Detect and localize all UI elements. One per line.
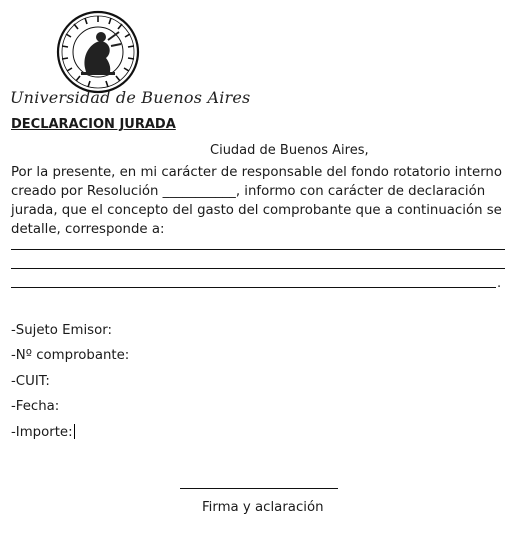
- paragraph-line-3: jurada, que el concepto del gasto del comprobante que a continuación se: [11, 203, 502, 218]
- paragraph-line-1: Por la presente, en mi carácter de responsable del fondo rotatorio interno: [11, 165, 502, 180]
- field-numero-comprobante: -Nº comprobante:: [11, 348, 130, 363]
- field-sujeto-emisor: -Sujeto Emisor:: [11, 323, 112, 338]
- document-title: DECLARACION JURADA: [11, 117, 176, 132]
- field-importe[interactable]: [11, 424, 75, 440]
- city-line: Ciudad de Buenos Aires,: [210, 143, 369, 158]
- university-seal-logo: [53, 10, 143, 94]
- blank-line-3: [11, 287, 496, 288]
- blank-line-1: [11, 249, 505, 250]
- paragraph-line-2: creado por Resolución ___________, informo con carácter de declaración: [11, 184, 486, 199]
- blank-line-2: [11, 268, 505, 269]
- paragraph-line-4: detalle, corresponde a:: [11, 222, 165, 237]
- signature-label: Firma y aclaración: [202, 500, 324, 515]
- blank-line-period: .: [497, 276, 502, 291]
- field-fecha: -Fecha:: [11, 399, 60, 414]
- field-importe-label: -Importe:: [11, 425, 73, 440]
- field-cuit: -CUIT:: [11, 374, 50, 389]
- signature-line: [180, 488, 338, 489]
- text-cursor: [74, 424, 75, 439]
- university-name: Universidad de Buenos Aires: [10, 88, 251, 107]
